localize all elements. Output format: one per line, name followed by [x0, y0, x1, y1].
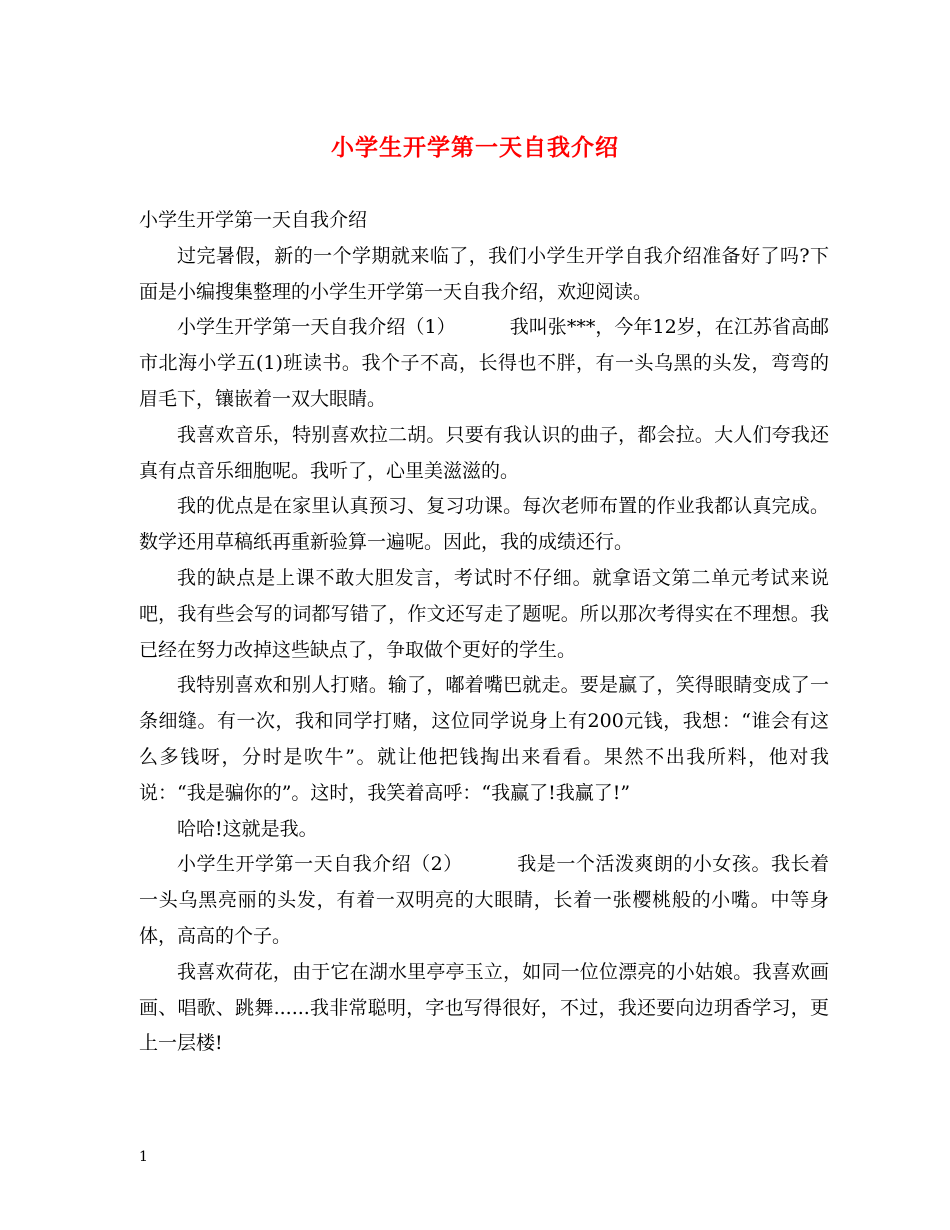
- paragraph-intro: 过完暑假，新的一个学期就来临了，我们小学生开学自我介绍准备好了吗?下面是小编搜集整理的小学生开学第一天自我介绍，欢迎阅读。: [139, 244, 829, 303]
- paragraph-section1-first: [139, 310, 829, 417]
- section1-paragraph-3: 我的优点是在家里认真预习、复习功课。每次老师布置的作业我都认真完成。数学还用草稿纸再重新验算一遍呢。因此，我的成绩还行。: [139, 495, 829, 554]
- section1-paragraph-5: 我特别喜欢和别人打赌。输了，嘟着嘴巴就走。要是赢了，笑得眼睛变成了一条细缝。有一次，我和同学打赌，这位同学说身上有200元钱，我想：“谁会有这么多钱呀，分时是吹牛”。就让他把钱掏出来看看。果然不出我所料，他对我说：“我是骗你的”。这时，我笑着高呼：“我赢了!我赢了!”: [139, 674, 829, 804]
- section2-paragraph-2: 我喜欢荷花，由于它在湖水里亭亭玉立，如同一位位漂亮的小姑娘。我喜欢画画、唱歌、跳舞......我非常聪明，字也写得很好，不过，我还要向边玥香学习，更上一层楼!: [139, 960, 829, 1055]
- section2-paragraph-1: 我是一个活泼爽朗的小女孩。我长着一头乌黑亮丽的头发，有着一双明亮的大眼睛，长着一张樱桃般的小嘴。中等身体，高高的个子。: [139, 853, 829, 947]
- section1-paragraph-4: 我的缺点是上课不敢大胆发言，考试时不仔细。就拿语文第二单元考试来说吧，我有些会写的词都写错了，作文还写走了题呢。所以那次考得实在不理想。我已经在努力改掉这些缺点了，争取做个更好的学生。: [139, 566, 829, 661]
- paragraph-section2-first: [139, 847, 829, 954]
- section1-heading: 小学生开学第一天自我介绍（1）: [177, 316, 456, 339]
- section1-paragraph-1: 我叫张***，今年12岁，在江苏省高邮市北海小学五(1)班读书。我个子不高，长得也不胖，有一头乌黑的头发，弯弯的眉毛下，镶嵌着一双大眼睛。: [139, 316, 829, 410]
- section2-heading: 小学生开学第一天自我介绍（2）: [177, 853, 463, 876]
- section1-paragraph-6: 哈哈!这就是我。: [177, 817, 318, 840]
- page-number: 1: [139, 1149, 148, 1165]
- document-title: 小学生开学第一天自我介绍: [331, 134, 619, 161]
- document-body: [139, 203, 829, 1062]
- section1-paragraph-2: 我喜欢音乐，特别喜欢拉二胡。只要有我认识的曲子，都会拉。大人们夸我还真有点音乐细胞呢。我听了，心里美滋滋的。: [139, 423, 829, 482]
- heading-line: 小学生开学第一天自我介绍: [139, 209, 368, 231]
